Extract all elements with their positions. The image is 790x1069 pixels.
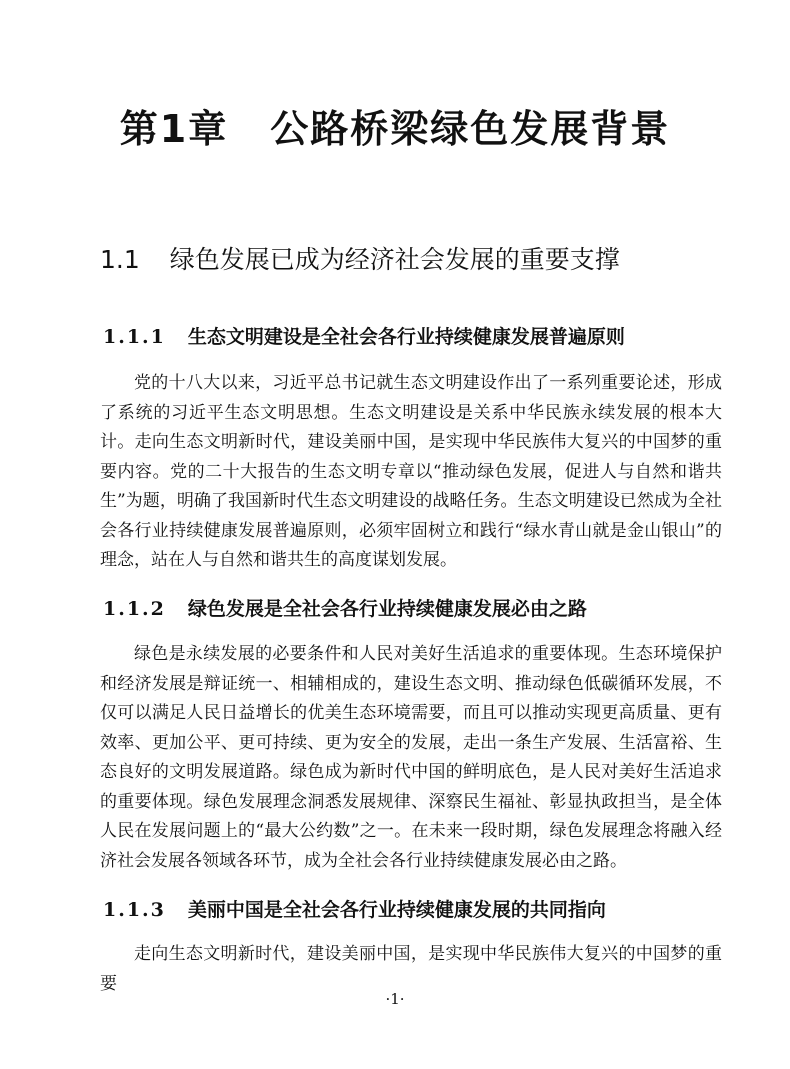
subsection-heading-3	[103, 895, 606, 922]
section-heading	[100, 240, 620, 276]
paragraph-1: 党的十八大以来，习近平总书记就生态文明建设作出了一系列重要论述，形成了系统的习近平生态文明思想。生态文明建设是关系中华民族永续发展的根本大计。走向生态文明新时代，建设美丽中国，是实现中华民族伟大复兴的中国梦的重要内容。党的二十大报告的生态文明专章以“推动绿色发展，促进人与自然和谐共生”为题，明确了我国新时代生态文明建设的战略任务。生态文明建设已然成为全社会各行业持续健康发展普遍原则，必须牢固树立和践行“绿水青山就是金山银山”的理念，站在人与自然和谐共生的高度谋划发展。	[100, 373, 722, 570]
section-number: 1.1	[100, 245, 140, 274]
subsection-number: 1.1.2	[103, 598, 166, 620]
page-number: ·1·	[385, 990, 405, 1008]
section-title: 绿色发展已成为经济社会发展的重要支撑	[169, 245, 620, 274]
paragraph-2: 绿色是永续发展的必要条件和人民对美好生活追求的重要体现。生态环境保护和经济发展是辩证统一、相辅相成的，建设生态文明、推动绿色低碳循环发展，不仅可以满足人民日益增长的优美生态环境需要，而且可以推动实现更高质量、更有效率、更加公平、更可持续、更为安全的发展，走出一条生产发展、生活富裕、生态良好的文明发展道路。绿色成为新时代中国的鲜明底色，是人民对美好生活追求的重要体现。绿色发展理念洞悉发展规律、深察民生福祉、彰显执政担当，是全体人民在发展问题上的“最大公约数”之一。在未来一段时期，绿色发展理念将融入经济社会发展各领域各环节，成为全社会各行业持续健康发展必由之路。	[100, 644, 722, 871]
subsection-number: 1.1.1	[103, 326, 166, 348]
chapter-number: 第1章	[119, 107, 229, 151]
subsection-title: 生态文明建设是全社会各行业持续健康发展普遍原则	[187, 326, 625, 348]
subsection-heading-1	[103, 322, 625, 349]
subsection-number: 1.1.3	[103, 899, 166, 921]
chapter-heading	[0, 98, 790, 153]
subsection-title: 美丽中国是全社会各行业持续健康发展的共同指向	[187, 899, 606, 921]
subsection-title: 绿色发展是全社会各行业持续健康发展必由之路	[187, 598, 587, 620]
paragraph-3: 走向生态文明新时代，建设美丽中国，是实现中华民族伟大复兴的中国梦的重要	[100, 944, 722, 994]
chapter-title: 公路桥梁绿色发展背景	[270, 107, 671, 151]
subsection-heading-2	[103, 594, 587, 621]
